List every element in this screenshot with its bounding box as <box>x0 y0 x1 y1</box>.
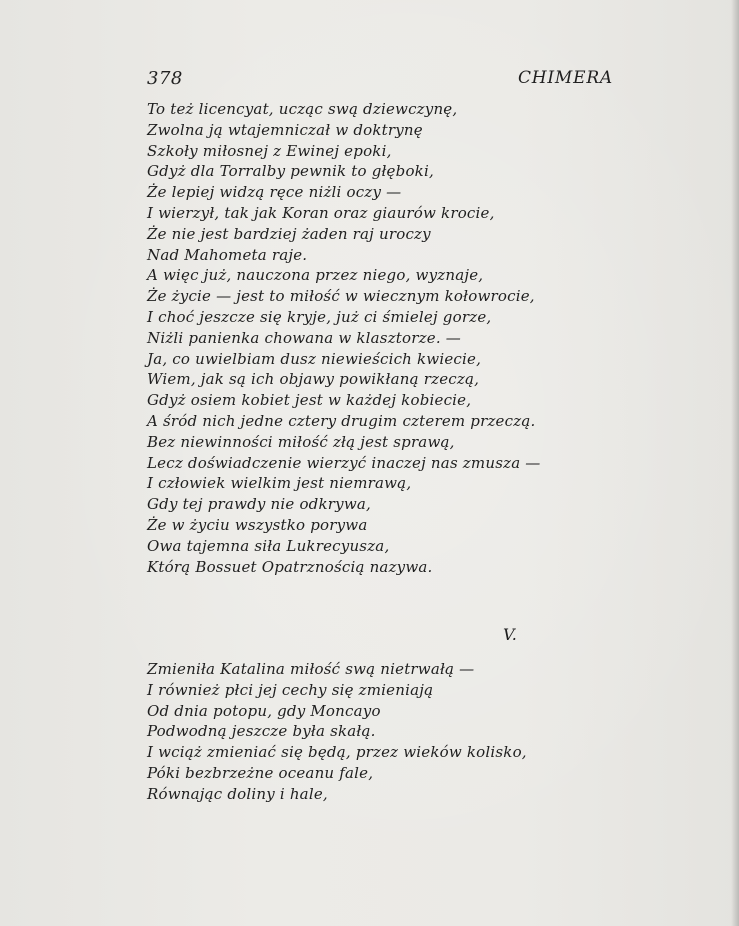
poem-line: Od dnia potopu, gdy Moncayo <box>147 701 381 720</box>
poem-line: A więc już, nauczona przez niego, wyznaje, <box>147 266 484 285</box>
poem-line: To też licencyat, ucząc swą dziewczynę, <box>147 100 458 118</box>
poem-line: Podwodną jeszcze była skałą. <box>147 722 376 741</box>
poem-line: Niżli panienka chowana w klasztorze. — <box>147 328 461 347</box>
poem-line: Bez niewinności miłość złą jest sprawą, <box>147 432 455 451</box>
poem-line: I choć jeszcze się kryje, już ci śmielej gorze, <box>147 307 492 326</box>
poem-line: Zwolna ją wtajemniczał w doktrynę <box>147 120 423 139</box>
poem-line: Że lepiej widzą ręce niżli oczy — <box>147 183 402 202</box>
poem-line: Że w życiu wszystko porywa <box>147 515 368 534</box>
poem-line: A śród nich jedne cztery drugim czterem przeczą. <box>147 411 536 430</box>
poem-stanza-2 <box>147 659 587 805</box>
poem-line: Gdyż osiem kobiet jest w każdej kobiecie, <box>147 391 472 410</box>
poem-line: I również płci jej cechy się zmieniają <box>147 680 434 699</box>
poem-line: Lecz doświadczenie wierzyć inaczej nas zmusza — <box>147 453 541 472</box>
poem-line: I wciąż zmieniać się będą, przez wieków kolisko, <box>147 743 527 762</box>
page-edge-shadow <box>731 0 739 926</box>
poem-line: Wiem, jak są ich objawy powikłaną rzeczą, <box>147 370 480 389</box>
poem-line: Póki bezbrzeżne oceanu fale, <box>147 763 374 782</box>
poem-line: I wierzył, tak jak Koran oraz giaurów krocie, <box>147 203 495 222</box>
poem-line: Owa tajemna siła Lukrecyusza, <box>147 536 390 555</box>
poem-line: Ja, co uwielbiam dusz niewieścich kwiecie, <box>147 349 482 368</box>
page-number: 378 <box>147 68 183 89</box>
running-head: CHIMERA <box>517 68 613 88</box>
poem-stanza-1 <box>147 99 587 577</box>
poem-line: Którą Bossuet Opatrznością nazywa. <box>147 557 433 576</box>
poem-line: I człowiek wielkim jest niemrawą, <box>147 474 412 493</box>
page-header <box>147 68 613 90</box>
poem-line: Zmieniła Katalina miłość swą nietrwałą — <box>147 660 475 678</box>
section-numeral: V. <box>503 625 517 644</box>
poem-line: Gdyż dla Torralby pewnik to głęboki, <box>147 162 434 181</box>
poem-line: Równając doliny i hale, <box>147 784 328 803</box>
poem-line: Szkoły miłosnej z Ewinej epoki, <box>147 141 392 160</box>
poem-line: Nad Mahometa raje. <box>147 245 308 264</box>
poem-line: Że życie — jest to miłość w wiecznym kołowrocie, <box>147 287 535 306</box>
poem-line: Że nie jest bardziej żaden raj uroczy <box>147 224 431 243</box>
poem-line: Gdy tej prawdy nie odkrywa, <box>147 495 371 514</box>
